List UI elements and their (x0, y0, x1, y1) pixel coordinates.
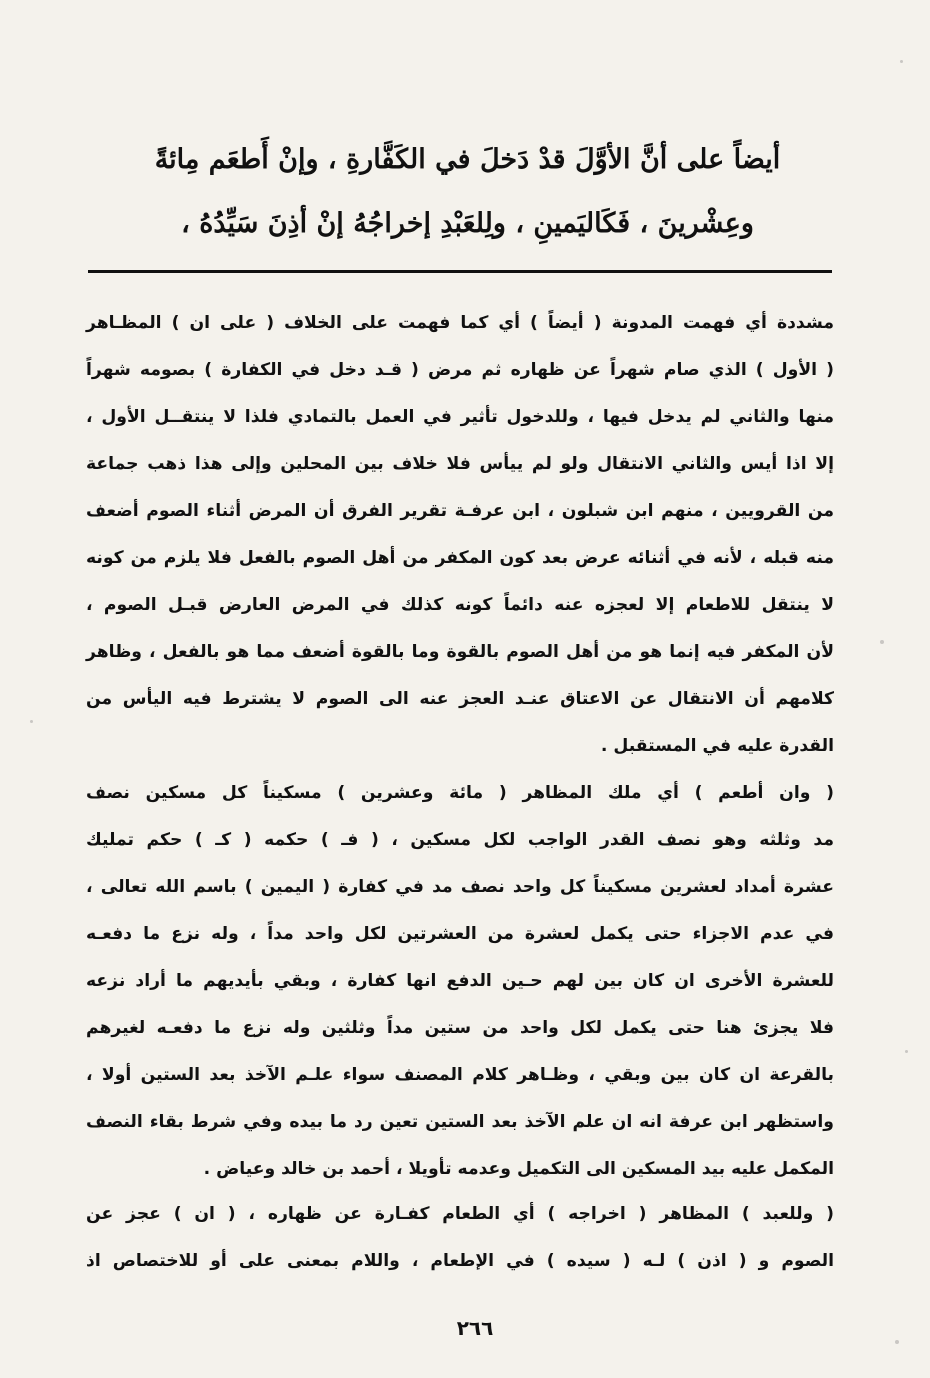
text-line: منه قبله ، لأنه في أثنائه عرض بعد كون المكفر من أهل الصوم بالفعل فلا يلزم من كونه (86, 548, 834, 568)
text-line: مد وثلثه وهو نصف القدر الواجب لكل مسكين ، ( فـ ) حكمه ( كـ ) حكم تمليك (86, 830, 834, 850)
text-line: كلامهم أن الانتقال عن الاعتاق عنـد العجز عنه الى الصوم لا يشترط فيه اليأس من (86, 689, 834, 709)
commentary-paragraph (86, 770, 834, 1193)
scan-speckle (900, 60, 903, 63)
page-number: ٢٦٦ (456, 1316, 494, 1340)
text-line: واستظهر ابن عرفة انه ان علم الآخذ بعد الستين تعين رد ما بيده وفي شرط بقاء النصف (86, 1112, 834, 1132)
text-line: منها والثاني لم يدخل فيها ، وللدخول تأثير في العمل بالتمادي فلذا لا ينتقــل الأول ، (86, 407, 834, 427)
text-line: إلا اذا أيس والثاني الانتقال ولو لم ييأس فلا خلاف بين المحلين وإلى هذا ذهب جماعة (86, 454, 834, 474)
text-line: الصوم و ( اذن ) لـه ( سيده ) في الإطعام ، واللام بمعنى على أو للاختصاص اذ (86, 1251, 834, 1271)
text-line: لا ينتقل للاطعام إلا لعجزه عنه دائماً كونه كذلك في المرض العارض قبـل الصوم ، (86, 595, 834, 615)
scan-speckle (905, 1050, 908, 1053)
text-line: ( الأول ) الذي صام شهراً عن ظهاره ثم مرض ( قـد دخل في الكفارة ) بصومه شهراً (86, 360, 834, 380)
scan-speckle (30, 720, 33, 723)
text-line: من القرويين ، منهم ابن شبلون ، ابن عرفـة تقرير الفرق أن المرض أثناء الصوم أضعف (86, 501, 834, 521)
scan-speckle (895, 1340, 899, 1344)
separator-rule (88, 270, 832, 273)
text-line: ( وللعبد ) المظاهر ( اخراجه ) أي الطعام كفـارة عن ظهاره ، ( ان ) عجز عن (86, 1204, 834, 1224)
text-line: المكمل عليه بيد المسكين الى التكميل وعدمه تأويلا ، أحمد بن خالد وعياض . (203, 1159, 834, 1179)
text-line: فلا يجزئ هنا حتى يكمل لكل واحد من ستين مداً وثلثين وله نزع ما دفعـه لغيرهم (86, 1018, 834, 1038)
commentary-paragraph (86, 1191, 834, 1285)
text-line: القدرة عليه في المستقبل . (600, 736, 834, 756)
text-line: ( وان أطعم ) أي ملك المظاهر ( مائة وعشرين ) مسكيناً كل مسكين نصف (86, 783, 834, 803)
text-line: للعشرة الأخرى ان كان بين لهم حـين الدفع انها كفارة ، وبقي بأيديهم ما أراد نزعه (86, 971, 834, 991)
text-line: عشرة أمداد لعشرين مسكيناً كل واحد نصف مد في كفارة ( اليمين ) باسم الله تعالى ، (86, 877, 834, 897)
matn-line: أيضاً على أنَّ الأوَّلَ قدْ دَخلَ في الكَفَّارةِ ، وإنْ أَطعَم مِائةً (154, 144, 781, 175)
text-line: بالقرعة ان كان بين وبقي ، وظـاهر كلام المصنف سواء علـم الآخذ بعد الستين أولا ، (86, 1065, 834, 1085)
commentary-paragraph (86, 300, 834, 770)
text-line: مشددة أي فهمت المدونة ( أيضاً ) أي كما فهمت على الخلاف ( على ان ) المظـاهر (86, 313, 834, 333)
text-line: في عدم الاجزاء حتى يكمل لعشرة من العشرتين لكل واحد مداً ، وله نزع ما دفعـه (86, 924, 834, 944)
scan-speckle (880, 640, 884, 644)
matn-text (100, 128, 835, 256)
matn-line: وعِشْرينَ ، فَكَاليَمينِ ، ولِلعَبْدِ إخراجُهُ إنْ أذِنَ سَيِّدُهُ ، (181, 208, 754, 239)
text-line: لأن المكفر فيه إنما هو من أهل الصوم بالقوة وما بالقوة أضعف مما هو بالفعل ، وظاهر (86, 642, 834, 662)
